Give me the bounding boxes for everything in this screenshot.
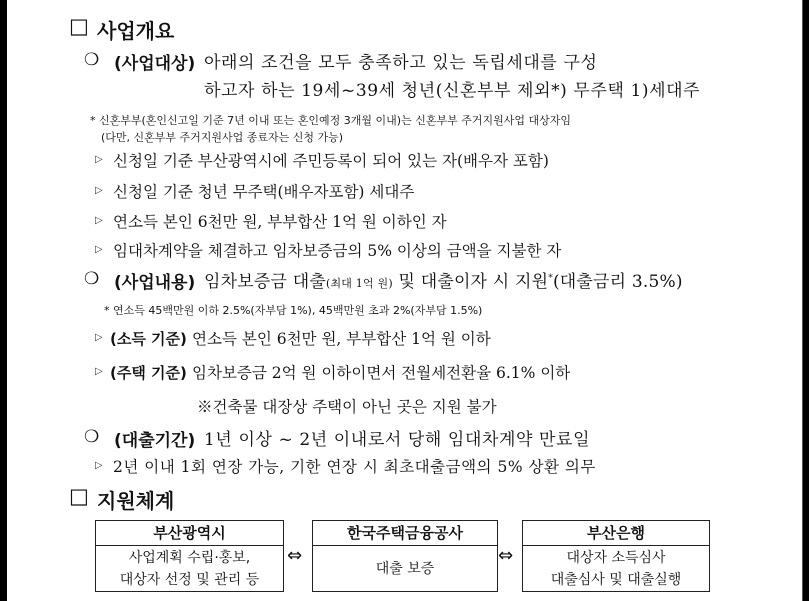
triangle-bullet-icon: ▷ <box>95 244 103 255</box>
triangle-bullet-icon: ▷ <box>95 185 103 196</box>
org-roles <box>523 546 709 591</box>
triangle-bullet-icon: ▷ <box>95 460 103 471</box>
bidirectional-arrow-icon: ⇔ <box>287 545 303 566</box>
org-box-hf <box>312 520 498 592</box>
triangle-bullet-icon: ▷ <box>95 366 103 377</box>
org-role: 사업계획 수립·홍보, <box>128 549 251 566</box>
triangle-bullet-icon: ▷ <box>95 215 103 226</box>
org-role: 대상자 선정 및 관리 등 <box>119 571 260 588</box>
period-extension-text: 2년 이내 1회 연장 가능, 기한 연장 시 최초대출금액의 5% 상환 의무 <box>113 458 596 476</box>
note-newlyweds-exception: (다만, 신혼부부 주거지원사업 종료자는 신청 가능) <box>101 131 344 144</box>
housing-criteria-text: 임차보증금 2억 원 이하이면서 전월세전환율 6.1% 이하 <box>192 364 571 382</box>
org-role: 대출 보증 <box>375 560 435 577</box>
note-interest-rate: * 연소득 45백만원 이하 2.5%(자부담 1%), 45백만원 초과 2%(자부담 1.5%) <box>104 304 483 317</box>
triangle-bullet-icon: ▷ <box>95 154 103 165</box>
org-roles <box>96 546 283 591</box>
org-title: 부산광역시 <box>96 521 283 546</box>
section-title-overview: 사업개요 <box>97 19 175 43</box>
org-box-busan-bank <box>522 520 710 592</box>
condition-item: 신청일 기준 부산광역시에 주민등록이 되어 있는 자(배우자 포함) <box>113 152 549 170</box>
section-title-system: 지원체계 <box>97 489 175 513</box>
circle-bullet-icon: ❍ <box>84 269 100 289</box>
label-housing-criteria: (주택 기준) <box>110 364 187 382</box>
org-box-busan-city <box>95 520 284 592</box>
income-criteria-text: 연소득 본인 6천만 원, 부부합산 1억 원 이하 <box>192 330 491 348</box>
exclusion-note: ※건축물 대장상 주택이 아닌 곳은 지원 불가 <box>197 398 497 416</box>
circle-bullet-icon: ❍ <box>84 427 100 447</box>
condition-item: 신청일 기준 청년 무주택(배우자포함) 세대주 <box>113 183 415 201</box>
label-income-criteria: (소득 기준) <box>110 330 187 348</box>
target-line-2: 하고자 하는 19세~39세 청년(신혼부부 제외*) 무주택 1)세대주 <box>204 81 701 101</box>
circle-bullet-icon: ❍ <box>84 50 100 70</box>
condition-item: 임대차계약을 체결하고 임차보증금의 5% 이상의 금액을 지불한 자 <box>113 242 562 260</box>
section-checkbox-icon: □ <box>69 14 89 38</box>
document-page <box>7 0 803 601</box>
org-title: 부산은행 <box>523 521 709 546</box>
label-period: (대출기간) <box>114 431 196 451</box>
org-role: 대출심사 및 대출실행 <box>550 571 682 588</box>
content-description: 임차보증금 대출(최대 1억 원) 및 대출이자 시 지원*(대출금리 3.5%) <box>204 272 683 292</box>
label-content: (사업내용) <box>114 273 196 293</box>
label-target: (사업대상) <box>114 54 196 74</box>
org-role: 대상자 소득심사 <box>566 549 666 566</box>
target-line-1: 아래의 조건을 모두 충족하고 있는 독립세대를 구성 <box>204 53 598 73</box>
condition-item: 연소득 본인 6천만 원, 부부합산 1억 원 이하인 자 <box>113 213 447 231</box>
bidirectional-arrow-icon: ⇔ <box>498 545 514 566</box>
triangle-bullet-icon: ▷ <box>95 332 103 343</box>
org-roles <box>313 546 497 591</box>
period-text: 1년 이상 ~ 2년 이내로서 당해 임대차계약 만료일 <box>204 430 591 450</box>
note-newlyweds: * 신혼부부(혼인신고일 기준 7년 이내 또는 혼인예정 3개월 이내)는 신혼부부 주거지원사업 대상자임 <box>90 114 571 127</box>
org-title: 한국주택금융공사 <box>313 521 497 546</box>
section-checkbox-icon: □ <box>69 484 89 508</box>
